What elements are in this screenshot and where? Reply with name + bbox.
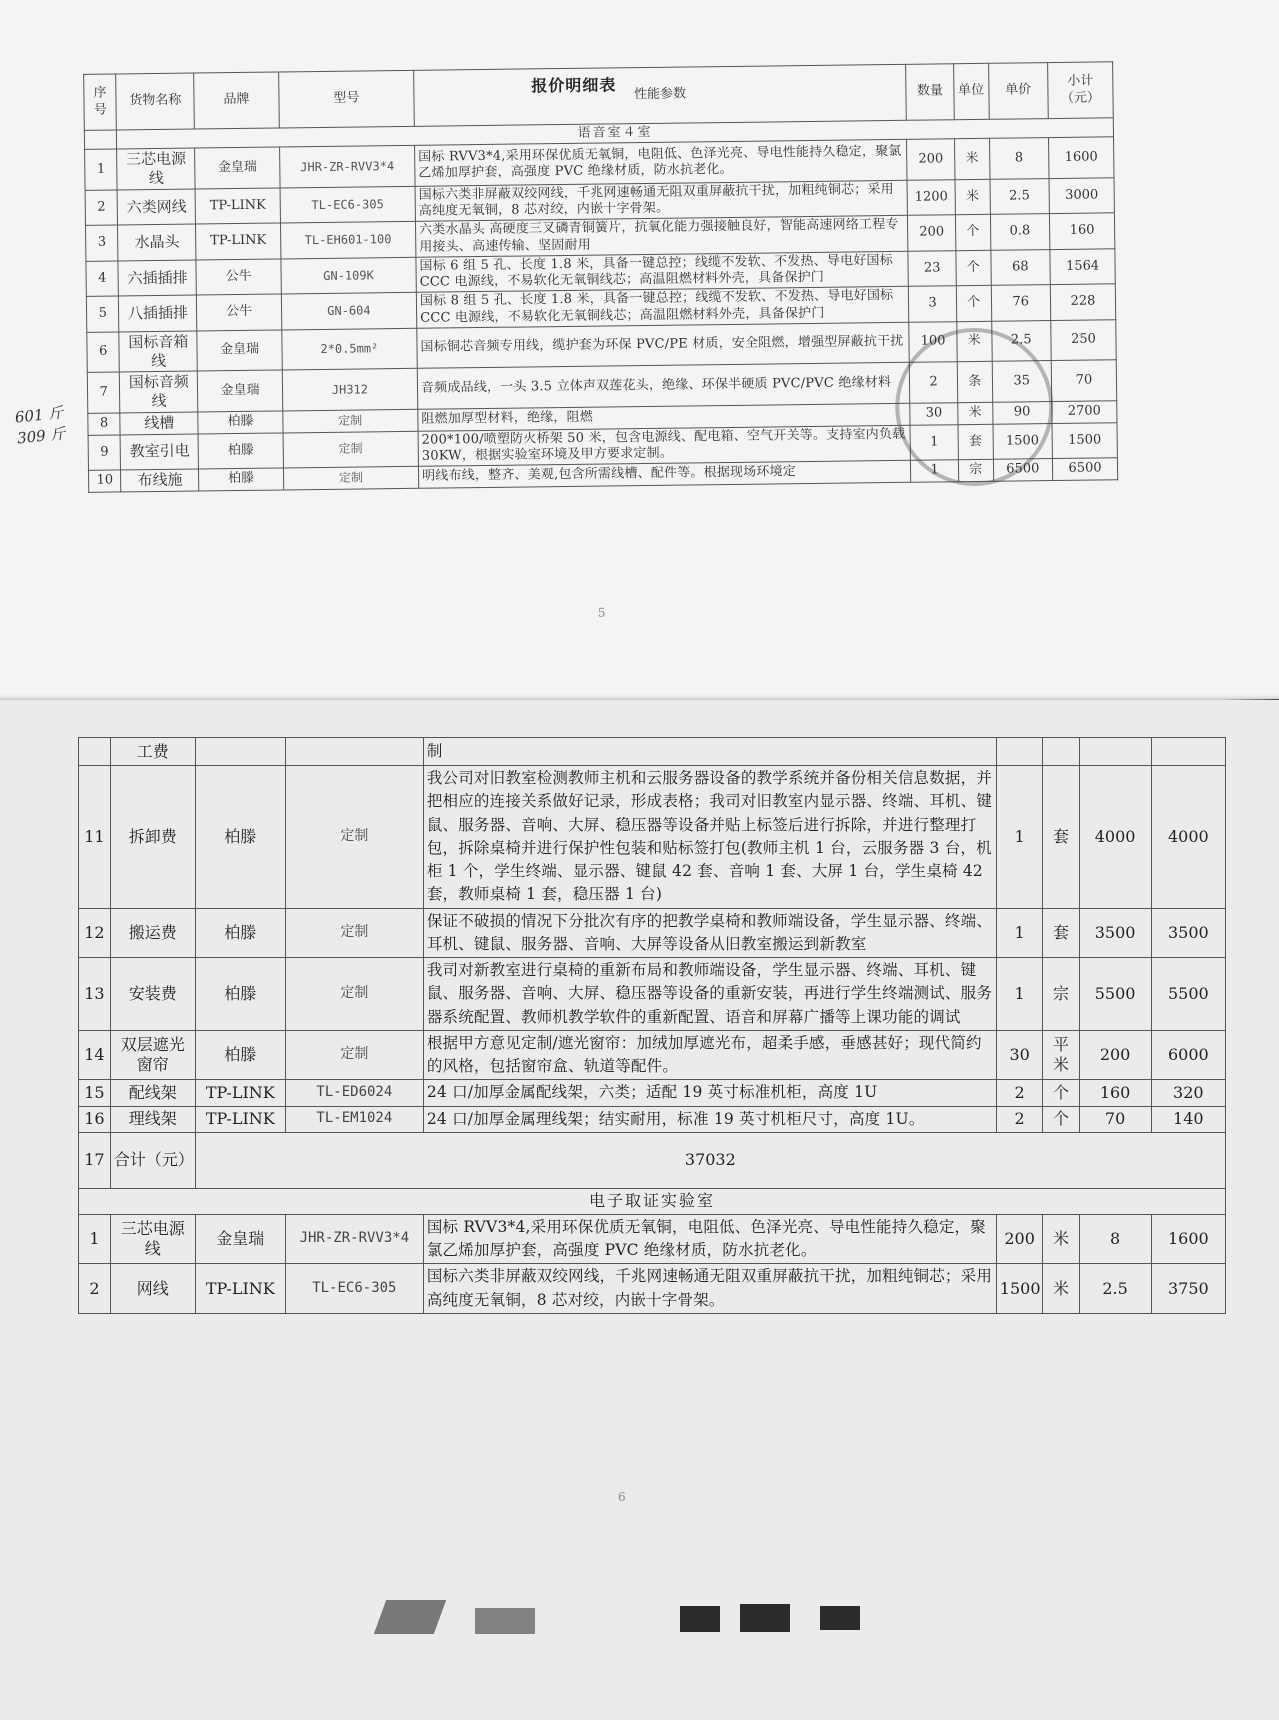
cell-price: 2.5 [1079, 1264, 1151, 1314]
table-row [79, 1214, 1226, 1264]
cell-seq: 1 [85, 149, 118, 190]
table-row [79, 1106, 1226, 1132]
cell-model: TL-ED6024 [285, 1080, 423, 1106]
cell-spec: 明线布线，整齐、美观,包含所需线槽、配件等。根据现场环境定 [418, 460, 911, 488]
cell-price: 8 [1079, 1214, 1151, 1264]
cell-subtotal: 1600 [1151, 1214, 1225, 1264]
cell-unit: 米 [1043, 1264, 1079, 1314]
cell-qty: 100 [909, 321, 957, 362]
total-seq: 17 [79, 1132, 111, 1188]
cell-brand: 柏滕 [195, 958, 285, 1031]
cell-spec: 国标六类非屏蔽双绞网线，千兆网速畅通无阻双重屏蔽抗干扰，加粗纯铜芯；采用高纯度无氧铜，8 芯对绞，内嵌十字骨架。 [423, 1264, 996, 1314]
cell-name: 线槽 [120, 412, 198, 435]
cell-unit: 个 [1043, 1106, 1079, 1132]
continuation-row [79, 738, 1226, 766]
cell-subtotal: 320 [1151, 1080, 1225, 1106]
cell-unit: 米 [958, 402, 993, 424]
cell-unit: 宗 [1043, 958, 1079, 1031]
cell-unit: 个 [955, 215, 990, 251]
cell-qty: 1200 [907, 179, 955, 215]
cell-seq: 2 [85, 190, 118, 226]
cell-qty: 23 [908, 250, 956, 286]
cell-unit: 套 [1043, 766, 1079, 909]
cell-unit: 米 [1043, 1214, 1079, 1264]
table-row [79, 1080, 1226, 1106]
cell-brand: 柏滕 [195, 908, 285, 958]
cell-model: 定制 [285, 766, 423, 909]
cell-subtotal: 6000 [1151, 1030, 1225, 1080]
bottom-rows [79, 766, 1226, 1133]
cell-name: 搬运费 [110, 908, 195, 958]
continuation-spec: 制 [423, 738, 996, 766]
cell-unit: 套 [1043, 908, 1079, 958]
cell-brand: 柏滕 [198, 411, 283, 434]
cell-name: 国标音频线 [120, 371, 198, 412]
cell-unit: 宗 [958, 459, 993, 481]
cell-qty: 1 [996, 766, 1043, 909]
cell-spec: 六类水晶头 高硬度三叉磷青铜簧片，抗氧化能力强接触良好，智能高速网络工程专用接头、高速传输、坚固耐用 [415, 216, 908, 258]
cell-price: 2.5 [991, 320, 1051, 361]
cell-brand: TP-LINK [196, 223, 281, 260]
cell-model: 定制 [283, 409, 419, 432]
cell-subtotal: 2700 [1052, 401, 1117, 424]
cell-spec: 24 口/加厚金属理线架；结实耐用，标准 19 英寸机柜尺寸，高度 1U。 [423, 1106, 996, 1132]
cell-unit: 个 [956, 250, 991, 286]
bottom-page [0, 700, 1279, 1720]
total-row [79, 1132, 1226, 1188]
cell-model: 定制 [285, 1030, 423, 1080]
cell-spec: 音频成品线，一头 3.5 立体声双莲花头，绝缘、环保半硬质 PVC/PVC 绝缘材料 [417, 363, 910, 410]
cell-qty: 3 [909, 286, 957, 322]
cell-model: TL-EC6-305 [280, 186, 416, 223]
cell-spec: 阻燃加厚型材料，绝缘，阻燃 [418, 403, 911, 431]
cell-unit: 米 [957, 321, 992, 362]
cell-price: 90 [992, 401, 1052, 423]
header-spec: 性能参数 [414, 64, 907, 126]
cell-qty: 30 [910, 402, 958, 424]
cell-qty: 200 [908, 215, 956, 251]
cell-seq: 6 [87, 332, 120, 373]
cell-model: GN-604 [281, 293, 417, 330]
cell-price: 200 [1079, 1030, 1151, 1080]
cell-price: 68 [990, 249, 1050, 285]
cell-model: TL-EH601-100 [280, 222, 416, 259]
cell-name: 八插插排 [119, 295, 197, 331]
cell-brand: 金皇瑞 [195, 1214, 285, 1264]
cell-qty: 1 [996, 908, 1043, 958]
cell-price: 8 [989, 138, 1049, 179]
cell-subtotal: 1600 [1049, 137, 1114, 178]
cell-seq: 4 [86, 261, 119, 297]
cell-brand: TP-LINK [195, 188, 280, 225]
cell-unit: 套 [958, 424, 993, 460]
cell-subtotal: 5500 [1151, 958, 1225, 1031]
cell-seq: 13 [79, 958, 111, 1031]
cell-brand: 金皇瑞 [195, 147, 280, 189]
cell-brand: 柏滕 [195, 766, 285, 909]
cell-qty: 1 [911, 460, 959, 482]
cell-spec: 国标六类非屏蔽双绞网线，千兆网速畅通无阻双重屏蔽抗干扰，加粗纯铜芯；采用高纯度无氧铜，8 芯对绞，内嵌十字骨架。 [415, 180, 908, 222]
cell-price: 76 [991, 285, 1051, 321]
header-model: 型号 [278, 70, 414, 128]
cell-qty: 1 [996, 958, 1043, 1031]
cell-spec: 国标 6 组 5 孔、长度 1.8 米，具备一键总控；线缆不发软、不发热、导电好国标 CCC 电源线，不易软化无氧铜线芯；高温阻燃材料外壳，具备保护门 [416, 251, 909, 293]
cell-subtotal: 6500 [1052, 458, 1117, 481]
cell-subtotal: 3500 [1151, 908, 1225, 958]
cell-subtotal: 228 [1050, 284, 1115, 320]
document-title: 报价明细表 [531, 75, 617, 96]
cell-price: 4000 [1079, 766, 1151, 909]
cell-unit: 个 [1043, 1080, 1079, 1106]
header-unit: 单位 [953, 63, 988, 119]
cell-model: GN-109K [281, 257, 417, 294]
section-title: 语音室４室 [117, 118, 1114, 149]
header-subtotal: 小计（元） [1048, 62, 1114, 119]
table-row [79, 1264, 1226, 1314]
section-row [79, 1188, 1226, 1214]
cell-unit: 条 [957, 362, 992, 403]
cell-seq: 5 [86, 296, 119, 332]
cell-unit: 平米 [1043, 1030, 1079, 1080]
cell-name: 配线架 [110, 1080, 195, 1106]
bottom-rows-2 [79, 1214, 1226, 1313]
cell-brand: 柏滕 [195, 1030, 285, 1080]
cell-price: 6500 [993, 459, 1053, 481]
cell-seq: 16 [79, 1106, 111, 1132]
cell-name: 国标音箱线 [119, 331, 197, 372]
cell-price: 5500 [1079, 958, 1151, 1031]
header-price: 单价 [988, 63, 1048, 120]
cell-unit: 米 [954, 139, 989, 180]
handwriting-line: 309 斤 [16, 424, 67, 448]
cell-price: 0.8 [990, 214, 1050, 250]
cell-seq: 10 [88, 470, 121, 492]
cell-name: 六类网线 [118, 189, 196, 225]
cell-spec: 国标铜芯音频专用线，缆护套为环保 PVC/PE 材质，安全阻燃，增强型屏蔽抗干扰 [417, 322, 910, 369]
cell-qty: 30 [996, 1030, 1043, 1080]
cell-brand: 柏滕 [199, 468, 284, 491]
footer-binding-marks [380, 1590, 900, 1650]
cell-seq: 9 [88, 434, 121, 470]
cell-spec: 国标 RVV3*4,采用环保优质无氧铜，电阻低、色泽光亮、导电性能持久稳定，聚氯乙烯加厚护套，高强度 PVC 绝缘材质，防水抗老化。 [423, 1214, 996, 1264]
header-qty: 数量 [906, 64, 954, 121]
handwritten-note [14, 403, 67, 450]
cell-qty: 2 [996, 1106, 1043, 1132]
cell-price: 3500 [1079, 908, 1151, 958]
cell-subtotal: 70 [1051, 360, 1116, 401]
page-number: 6 [618, 1490, 626, 1504]
page-number: 5 [597, 605, 606, 620]
continuation-name: 工费 [110, 738, 195, 766]
cell-model: JH312 [282, 369, 418, 411]
table-row [79, 958, 1226, 1031]
cell-spec: 根据甲方意见定制/遮光窗帘：加绒加厚遮光布，超柔手感，垂感甚好；现代简约的风格，包括窗帘盒、轨道等配件。 [423, 1030, 996, 1080]
cell-qty: 1 [910, 424, 958, 460]
cell-seq: 11 [79, 766, 111, 909]
cell-model: TL-EM1024 [285, 1106, 423, 1132]
cell-subtotal: 140 [1151, 1106, 1225, 1132]
cell-seq: 8 [88, 413, 121, 435]
cell-price: 2.5 [990, 178, 1050, 214]
cell-seq: 3 [86, 225, 119, 261]
cell-brand: TP-LINK [195, 1106, 285, 1132]
cell-spec: 国标 RVV3*4,采用环保优质无氧铜，电阻低、色泽光亮、导电性能持久稳定，聚氯乙烯加厚护套，高强度 PVC 绝缘材质，防水抗老化。 [415, 140, 908, 187]
cell-subtotal: 3750 [1151, 1264, 1225, 1314]
cell-seq: 7 [87, 372, 120, 413]
cell-name: 布线施 [121, 469, 199, 492]
total-value: 37032 [195, 1132, 1225, 1188]
cell-name: 六插插排 [118, 260, 196, 296]
cell-name: 三芯电源线 [110, 1214, 195, 1264]
cell-model: 定制 [283, 431, 419, 468]
total-label: 合计（元） [110, 1132, 195, 1188]
table-row [79, 766, 1226, 909]
cell-qty: 200 [907, 139, 955, 180]
cell-price: 35 [992, 361, 1052, 402]
cell-seq: 2 [79, 1264, 111, 1314]
cell-model: 定制 [285, 908, 423, 958]
cell-qty: 200 [996, 1214, 1043, 1264]
cell-unit: 个 [956, 286, 991, 322]
cell-seq: 1 [79, 1214, 111, 1264]
table-row [79, 908, 1226, 958]
cell-subtotal: 4000 [1151, 766, 1225, 909]
cell-model: 定制 [283, 466, 419, 489]
cell-price: 160 [1079, 1080, 1151, 1106]
cell-spec: 保证不破损的情况下分批次有序的把教学桌椅和教师端设备，学生显示器、终端、耳机、键鼠、服务器、音响、大屏等设备从旧教室搬运到新教室 [423, 908, 996, 958]
cell-brand: TP-LINK [195, 1080, 285, 1106]
cell-subtotal: 1564 [1050, 249, 1115, 285]
cell-name: 安装费 [110, 958, 195, 1031]
cell-brand: 公牛 [196, 259, 281, 296]
cell-seq: 12 [79, 908, 111, 958]
cell-name: 三芯电源线 [117, 148, 195, 189]
cell-model: 2*0.5mm² [282, 328, 418, 370]
cell-seq: 14 [79, 1030, 111, 1080]
cell-qty: 2 [910, 362, 958, 403]
cell-model: TL-EC6-305 [285, 1264, 423, 1314]
cell-model: JHR-ZR-RVV3*4 [285, 1214, 423, 1264]
cell-unit: 米 [955, 179, 990, 215]
section-title: 电子取证实验室 [79, 1188, 1226, 1214]
cell-spec: 国标 8 组 5 孔、长度 1.8 米，具备一键总控；线缆不发软、不发热、导电好国标 CCC 电源线，不易软化无氧铜线芯；高温阻燃材料外壳，具备保护门 [416, 287, 909, 329]
cell-name: 教室引电 [121, 433, 199, 469]
cell-qty: 1500 [996, 1264, 1043, 1314]
cell-price: 1500 [992, 423, 1052, 459]
cell-name: 理线架 [110, 1106, 195, 1132]
cell-qty: 2 [996, 1080, 1043, 1106]
cell-brand: 公牛 [197, 294, 282, 331]
header-brand: 品牌 [194, 72, 279, 129]
top-page [0, 0, 1279, 715]
cell-brand: TP-LINK [195, 1264, 285, 1314]
cell-model: 定制 [285, 958, 423, 1031]
cell-subtotal: 160 [1049, 213, 1114, 249]
cell-name: 双层遮光窗帘 [110, 1030, 195, 1080]
cell-spec: 200*100/喷塑防火桥架 50 米，包含电源线、配电箱、空气开关等。支持室内负载 30KW，根据实验室环境及甲方要求定制。 [418, 425, 911, 467]
cell-brand: 金皇瑞 [198, 370, 283, 412]
cell-subtotal: 1500 [1052, 422, 1117, 458]
cell-name: 水晶头 [118, 224, 196, 260]
cell-name: 网线 [110, 1264, 195, 1314]
table-row [79, 1030, 1226, 1080]
cell-seq: 15 [79, 1080, 111, 1106]
cell-brand: 金皇瑞 [197, 330, 282, 372]
header-name: 货物名称 [116, 73, 195, 130]
cell-subtotal: 250 [1051, 320, 1116, 361]
cell-subtotal: 3000 [1049, 178, 1114, 214]
cell-name: 拆卸费 [110, 766, 195, 909]
quote-table-bottom [78, 737, 1226, 1314]
cell-spec: 我公司对旧教室检测教师主机和云服务器设备的教学系统并备份相关信息数据，并把相应的连接关系做好记录，形成表格；我司对旧教室内显示器、终端、耳机、键鼠、服务器、音响、大屏、稳压器等设备并贴上标签后进行拆除，并进行整理打包，拆除桌椅并进行保护性包装和贴标签打包(教师主机 1 台，云服务器 3 台，机柜 1 个，学生终端、显示器、键鼠 42 套、音响 1 套、大屏 1 台，学生桌椅 42 套，教师桌椅 1 套，稳压器 1 台) [423, 766, 996, 909]
cell-model: JHR-ZR-RVV3*4 [279, 146, 415, 188]
cell-price: 70 [1079, 1106, 1151, 1132]
header-seq: 序号 [84, 74, 117, 130]
cell-spec: 24 口/加厚金属配线架，六类；适配 19 英寸标准机柜，高度 1U [423, 1080, 996, 1106]
handwriting-line: 601 斤 [14, 403, 65, 427]
cell-brand: 柏滕 [198, 432, 283, 469]
cell-spec: 我司对新教室进行桌椅的重新布局和教师端设备，学生显示器、终端、耳机、键鼠、服务器、音响、大屏、稳压器等设备的重新安装，再进行学生终端测试、服务器系统配置、教师机教学软件的重新配置、语音和屏幕广播等上课功能的调试 [423, 958, 996, 1031]
